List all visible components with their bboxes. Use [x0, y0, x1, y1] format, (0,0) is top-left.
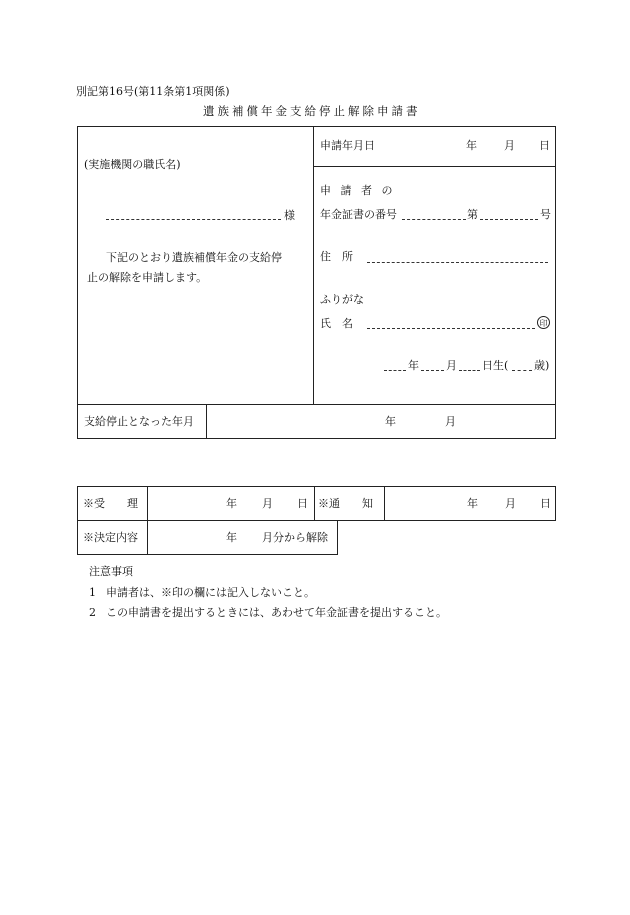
name-field[interactable]: [367, 328, 535, 329]
certificate-label-line-2: 年金証書の番号: [320, 208, 397, 221]
certificate-number-field[interactable]: [480, 219, 538, 220]
notes-heading: 注意事項: [89, 565, 133, 578]
request-text-line-1: 下記のとおり遺族補償年金の支給停: [106, 251, 282, 264]
notice-day[interactable]: 日: [540, 497, 551, 510]
furigana-label: ふりがな: [320, 293, 364, 306]
receipt-day[interactable]: 日: [297, 497, 308, 510]
agency-name-label: (実施機関の職氏名): [84, 158, 181, 171]
main-form-vertical-divider: [313, 126, 314, 404]
suspension-label-divider: [206, 404, 207, 439]
decision-label: ※決定内容: [83, 531, 138, 544]
honorific-sama: 様: [284, 209, 295, 222]
birth-day-field[interactable]: [459, 370, 480, 371]
notice-year[interactable]: 年: [467, 497, 478, 510]
agency-name-field[interactable]: [106, 219, 281, 220]
birth-day-label: 日生(: [482, 359, 509, 372]
certificate-prefix-field[interactable]: [402, 219, 466, 220]
address-field[interactable]: [367, 262, 548, 263]
receipt-year[interactable]: 年: [226, 497, 237, 510]
name-label: 氏 名: [320, 317, 353, 330]
certificate-label-line-1: 申 請 者 の: [320, 184, 396, 197]
birth-year-label: 年: [408, 359, 419, 372]
seal-mark-icon: 印: [537, 316, 550, 329]
address-label: 住 所: [320, 250, 353, 263]
notice-label: ※通 知: [318, 497, 373, 510]
application-date-year[interactable]: 年: [466, 139, 477, 152]
receipt-label: ※受 理: [83, 497, 138, 510]
age-label: 歳): [534, 359, 550, 372]
age-field[interactable]: [512, 370, 532, 371]
birth-month-field[interactable]: [421, 370, 444, 371]
birth-year-field[interactable]: [384, 370, 406, 371]
suspension-row-divider: [77, 404, 556, 405]
note-1-number: 1: [89, 586, 96, 599]
office-mid-divider: [314, 486, 315, 521]
note-2-number: 2: [89, 606, 96, 619]
receipt-month[interactable]: 月: [262, 497, 273, 510]
office-notice-divider: [384, 486, 385, 521]
request-text-line-2: 止の解除を申請します。: [87, 271, 208, 284]
application-date-label: 申請年月日: [320, 139, 375, 152]
office-use-top-row: [77, 486, 556, 521]
certificate-go: 号: [540, 208, 551, 221]
suspension-month[interactable]: 月: [445, 415, 456, 428]
suspension-year[interactable]: 年: [385, 415, 396, 428]
certificate-dai: 第: [467, 208, 478, 221]
application-date-month[interactable]: 月: [504, 139, 515, 152]
application-date-day[interactable]: 日: [539, 139, 550, 152]
date-row-divider: [313, 166, 556, 167]
notice-month[interactable]: 月: [505, 497, 516, 510]
suspension-month-label: 支給停止となった年月: [84, 415, 194, 428]
form-reference: 別記第16号(第11条第1項関係): [76, 85, 230, 98]
birth-month-label: 月: [446, 359, 457, 372]
decision-month-suffix: 月分から解除: [262, 531, 328, 544]
decision-year[interactable]: 年: [226, 531, 237, 544]
form-title: 遺族補償年金支給停止解除申請書: [203, 104, 421, 118]
note-2-text: この申請書を提出するときには、あわせて年金証書を提出すること。: [106, 606, 447, 619]
note-1-text: 申請者は、※印の欄には記入しないこと。: [106, 586, 315, 599]
